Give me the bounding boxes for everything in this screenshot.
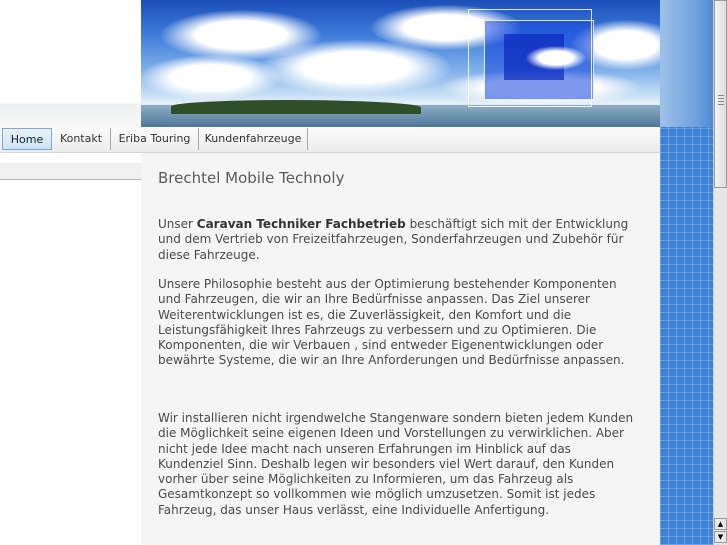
vertical-scrollbar[interactable] xyxy=(713,0,727,545)
intro-prefix: Unser xyxy=(158,217,197,231)
nav-tab-home[interactable]: Home xyxy=(2,128,52,150)
main-navigation xyxy=(0,127,660,153)
installation-paragraph: Wir installieren nicht irgendwelche Stangenware sondern bieten jedem Kunden die Möglichkeit seine eigenen Ideen und Vorstellungen zu verwirklichen. Aber nicht jede Idee macht nach unseren Erfahrungen im Hinblick auf das Kundenziel Sinn. Deshalb legen wir besonders viel Wert darauf, den Kunden vorher über seine Möglichkeiten zu Informieren, um das Fahrzeug als Gesamtkonzept so vollkommen wie möglich umzusetzen. Somit ist jedes Fahrzeug, das unser Haus verlässt, eine Individuelle Anfertigung. xyxy=(158,411,634,517)
scrollbar-grip-icon xyxy=(718,95,724,105)
sidebar-bar xyxy=(0,163,141,180)
decorative-side-panel xyxy=(660,0,713,545)
header-left-blank xyxy=(0,0,141,127)
intro-paragraph xyxy=(158,217,638,263)
scroll-down-arrow-icon[interactable]: ▼ xyxy=(714,531,727,543)
nav-tab-eriba-touring[interactable]: Eriba Touring xyxy=(111,128,199,150)
left-sidebar xyxy=(0,153,141,545)
page-title: Brechtel Mobile Technoly xyxy=(158,169,345,187)
philosophy-paragraph: Unsere Philosophie besteht aus der Optimierung bestehender Komponenten und Fahrzeugen, die wir an Ihre Bedürfnisse anpassen. Das Ziel unserer Weiterentwicklungen ist es, die Zuverlässigkeit, den Komfort und die Leistungsfähigkeit Ihres Fahrzeugs zu verbessern und zu Optimieren. Die Komponenten, die wir Verbauen , sind entweder Eigenentwicklungen oder bewährte Systeme, die wir an Ihre Anforderungen und Bedürfnisse anpassen. xyxy=(158,277,625,368)
intro-bold-text: Caravan Techniker Fachbetrieb xyxy=(196,217,406,231)
scroll-up-arrow-icon[interactable]: ▲ xyxy=(714,518,727,530)
nav-tab-kontakt[interactable]: Kontakt xyxy=(52,128,111,150)
nav-tab-kundenfahrzeuge[interactable]: Kundenfahrzeuge xyxy=(199,128,308,150)
scrollbar-thumb[interactable] xyxy=(714,0,727,188)
intro-suffix: beschäftigt sich mit der Entwicklung und dem Vertrieb von Freizeitfahrzeugen, Sonderfahrzeugen und Zubehör für diese Fahrzeuge. xyxy=(158,217,629,262)
main-content xyxy=(141,153,660,545)
header-banner-image xyxy=(141,0,660,127)
